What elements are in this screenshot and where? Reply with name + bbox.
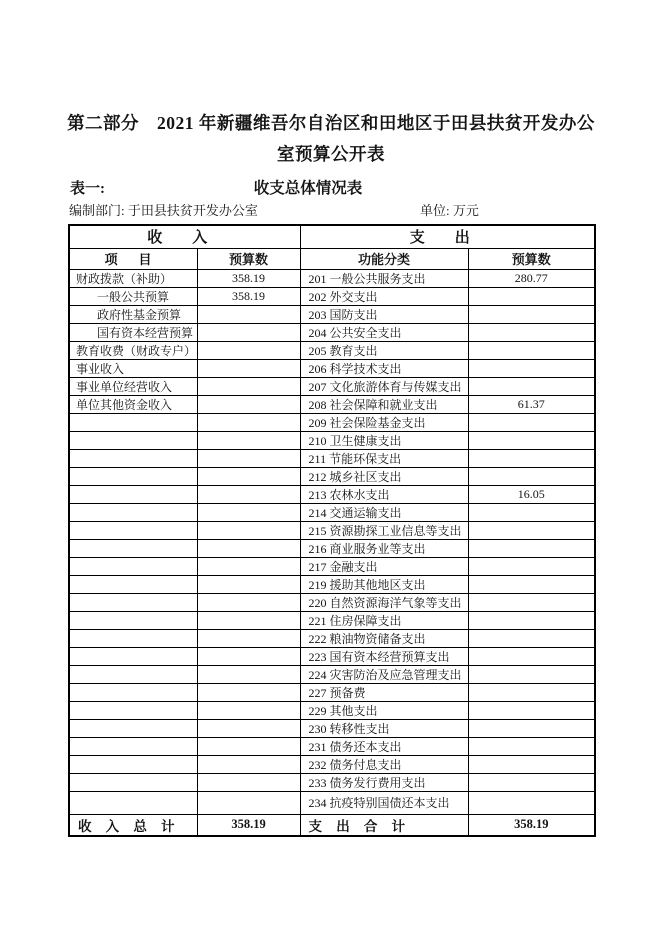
table-row — [69, 683, 595, 701]
table-row — [69, 647, 595, 665]
income-item-cell — [69, 467, 197, 485]
expense-budget-cell — [468, 557, 595, 575]
expense-budget-cell — [468, 413, 595, 431]
income-item-cell — [69, 485, 197, 503]
expense-item-cell: 232 债务付息支出 — [300, 755, 468, 773]
income-budget-cell — [197, 665, 300, 683]
expense-item-cell: 204 公共安全支出 — [300, 323, 468, 341]
document-title — [36, 108, 626, 170]
expense-item-cell: 213 农林水支出 — [300, 485, 468, 503]
table-row — [69, 791, 595, 814]
income-budget-cell — [197, 701, 300, 719]
income-budget-cell — [197, 611, 300, 629]
expense-item-cell: 212 城乡社区支出 — [300, 467, 468, 485]
expense-budget-cell — [468, 449, 595, 467]
expense-budget-cell — [468, 737, 595, 755]
expense-item-cell: 202 外交支出 — [300, 287, 468, 305]
expense-item-cell: 224 灾害防治及应急管理支出 — [300, 665, 468, 683]
expense-budget-cell — [468, 521, 595, 539]
income-item-cell — [69, 665, 197, 683]
expense-item-cell: 214 交通运输支出 — [300, 503, 468, 521]
table-row — [69, 269, 595, 287]
income-item-cell — [69, 575, 197, 593]
income-budget-cell — [197, 719, 300, 737]
table-row — [69, 377, 595, 395]
income-budget-cell — [197, 323, 300, 341]
income-item-cell: 事业单位经营收入 — [69, 377, 197, 395]
income-budget-cell — [197, 395, 300, 413]
expense-total-value: 358.19 — [468, 814, 595, 836]
expense-budget-cell — [468, 323, 595, 341]
income-item-cell: 国有资本经营预算 — [69, 323, 197, 341]
table-row — [69, 629, 595, 647]
table-caption-row — [68, 176, 594, 198]
table-row — [69, 665, 595, 683]
table-row — [69, 431, 595, 449]
expense-budget-cell — [468, 791, 595, 814]
budget-rows — [69, 269, 595, 814]
expense-budget-cell — [468, 683, 595, 701]
expense-item-cell: 210 卫生健康支出 — [300, 431, 468, 449]
income-item-cell — [69, 683, 197, 701]
expense-budget-cell — [468, 629, 595, 647]
income-item-cell — [69, 503, 197, 521]
table-row — [69, 503, 595, 521]
income-budget-cell — [197, 503, 300, 521]
expense-item-cell: 234 抗疫特别国债还本支出 — [300, 791, 468, 814]
expense-item-cell: 231 债务还本支出 — [300, 737, 468, 755]
table-row — [69, 359, 595, 377]
table-row — [69, 755, 595, 773]
table-row — [69, 521, 595, 539]
income-item-cell — [69, 629, 197, 647]
income-budget-cell — [197, 377, 300, 395]
expense-budget-cell — [468, 773, 595, 791]
table-row — [69, 593, 595, 611]
income-budget-cell: 358.19 — [197, 287, 300, 305]
income-item-cell — [69, 719, 197, 737]
table-row — [69, 323, 595, 341]
expense-budget-cell — [468, 539, 595, 557]
table-row — [69, 575, 595, 593]
income-budget-cell — [197, 683, 300, 701]
document-title-line1: 第二部分 2021 年新疆维吾尔自治区和田地区于田县扶贫开发办公 — [67, 113, 595, 133]
expense-item-cell: 216 商业服务业等支出 — [300, 539, 468, 557]
expense-item-cell: 217 金融支出 — [300, 557, 468, 575]
expense-item-cell: 229 其他支出 — [300, 701, 468, 719]
expense-item-cell: 203 国防支出 — [300, 305, 468, 323]
expense-budget-cell — [468, 431, 595, 449]
income-item-cell — [69, 773, 197, 791]
expense-budget-cell — [468, 593, 595, 611]
income-budget-cell — [197, 539, 300, 557]
expense-budget-cell: 61.37 — [468, 395, 595, 413]
income-item-cell — [69, 701, 197, 719]
income-item-cell — [69, 611, 197, 629]
expense-item-cell: 233 债务发行费用支出 — [300, 773, 468, 791]
income-budget-cell — [197, 575, 300, 593]
table-row — [69, 341, 595, 359]
income-budget-cell — [197, 413, 300, 431]
income-budget-cell — [197, 773, 300, 791]
table-row — [69, 287, 595, 305]
income-budget-cell — [197, 755, 300, 773]
expense-item-cell: 227 预备费 — [300, 683, 468, 701]
prepared-by-label: 编制部门: 于田县扶贫开发办公室 — [69, 203, 258, 218]
expense-budget-cell — [468, 305, 595, 323]
expense-budget-cell — [468, 341, 595, 359]
table-row — [69, 719, 595, 737]
expense-group-header: 支出 — [300, 225, 595, 248]
income-budget-cell — [197, 467, 300, 485]
income-item-cell: 财政拨款（补助） — [69, 269, 197, 287]
income-total-label: 收入总计 — [69, 814, 197, 836]
income-budget-cell: 358.19 — [197, 269, 300, 287]
table-row — [69, 539, 595, 557]
expense-budget-cell — [468, 575, 595, 593]
income-budget-cell — [197, 485, 300, 503]
income-group-header: 收入 — [69, 225, 300, 248]
expense-budget-cell — [468, 611, 595, 629]
table-row — [69, 467, 595, 485]
expense-item-cell: 207 文化旅游体育与传媒支出 — [300, 377, 468, 395]
group-header-row — [69, 225, 595, 248]
budget-summary-table — [68, 224, 596, 837]
expense-item-cell: 201 一般公共服务支出 — [300, 269, 468, 287]
expense-item-cell: 208 社会保障和就业支出 — [300, 395, 468, 413]
table-row — [69, 557, 595, 575]
expense-item-cell: 205 教育支出 — [300, 341, 468, 359]
expense-budget-cell — [468, 503, 595, 521]
income-item-cell: 事业收入 — [69, 359, 197, 377]
expense-item-cell: 223 国有资本经营预算支出 — [300, 647, 468, 665]
table-row — [69, 485, 595, 503]
expense-budget-cell — [468, 701, 595, 719]
expense-budget-column-header: 预算数 — [468, 248, 595, 269]
income-item-cell — [69, 737, 197, 755]
expense-item-cell: 230 转移性支出 — [300, 719, 468, 737]
table-meta-row — [68, 200, 594, 218]
income-budget-cell — [197, 431, 300, 449]
unit-label: 单位: 万元 — [420, 203, 479, 218]
expense-item-cell: 221 住房保障支出 — [300, 611, 468, 629]
income-total-value: 358.19 — [197, 814, 300, 836]
expense-budget-cell — [468, 287, 595, 305]
table-row — [69, 449, 595, 467]
expense-item-cell: 222 粮油物资储备支出 — [300, 629, 468, 647]
income-budget-cell — [197, 629, 300, 647]
expense-item-cell: 209 社会保险基金支出 — [300, 413, 468, 431]
income-budget-cell — [197, 521, 300, 539]
income-item-cell — [69, 647, 197, 665]
income-budget-cell — [197, 305, 300, 323]
income-item-cell — [69, 593, 197, 611]
income-budget-cell — [197, 449, 300, 467]
income-item-cell: 单位其他资金收入 — [69, 395, 197, 413]
income-budget-cell — [197, 593, 300, 611]
expense-item-cell: 211 节能环保支出 — [300, 449, 468, 467]
income-item-cell — [69, 755, 197, 773]
income-budget-cell — [197, 359, 300, 377]
income-item-cell — [69, 413, 197, 431]
income-item-cell — [69, 449, 197, 467]
expense-budget-cell — [468, 377, 595, 395]
income-item-cell — [69, 431, 197, 449]
income-budget-cell — [197, 791, 300, 814]
table-row — [69, 773, 595, 791]
income-budget-cell — [197, 647, 300, 665]
income-item-cell — [69, 557, 197, 575]
table-row — [69, 305, 595, 323]
expense-budget-cell — [468, 665, 595, 683]
expense-budget-cell — [468, 755, 595, 773]
table-title: 收支总体情况表 — [253, 180, 363, 197]
expense-item-cell: 206 科学技术支出 — [300, 359, 468, 377]
table-number-label: 表一: — [70, 181, 105, 197]
expense-budget-cell: 16.05 — [468, 485, 595, 503]
expense-budget-cell: 280.77 — [468, 269, 595, 287]
expense-item-cell: 215 资源勘探工业信息等支出 — [300, 521, 468, 539]
table-row — [69, 611, 595, 629]
income-item-cell — [69, 521, 197, 539]
expense-function-column-header: 功能分类 — [300, 248, 468, 269]
income-item-cell: 一般公共预算 — [69, 287, 197, 305]
document-title-line2: 室预算公开表 — [277, 144, 385, 164]
column-header-row — [69, 248, 595, 269]
table-row — [69, 413, 595, 431]
expense-budget-cell — [468, 359, 595, 377]
income-budget-cell — [197, 341, 300, 359]
expense-budget-cell — [468, 719, 595, 737]
income-budget-column-header: 预算数 — [197, 248, 300, 269]
expense-item-cell: 219 援助其他地区支出 — [300, 575, 468, 593]
income-item-cell — [69, 791, 197, 814]
income-budget-cell — [197, 737, 300, 755]
income-item-column-header: 项目 — [69, 248, 197, 269]
income-item-cell: 政府性基金预算 — [69, 305, 197, 323]
income-budget-cell — [197, 557, 300, 575]
totals-row — [69, 814, 595, 836]
table-row — [69, 701, 595, 719]
expense-budget-cell — [468, 467, 595, 485]
table-row — [69, 395, 595, 413]
income-item-cell — [69, 539, 197, 557]
expense-item-cell: 220 自然资源海洋气象等支出 — [300, 593, 468, 611]
table-row — [69, 737, 595, 755]
income-item-cell: 教育收费（财政专户） — [69, 341, 197, 359]
expense-budget-cell — [468, 647, 595, 665]
expense-total-label: 支出合计 — [300, 814, 468, 836]
